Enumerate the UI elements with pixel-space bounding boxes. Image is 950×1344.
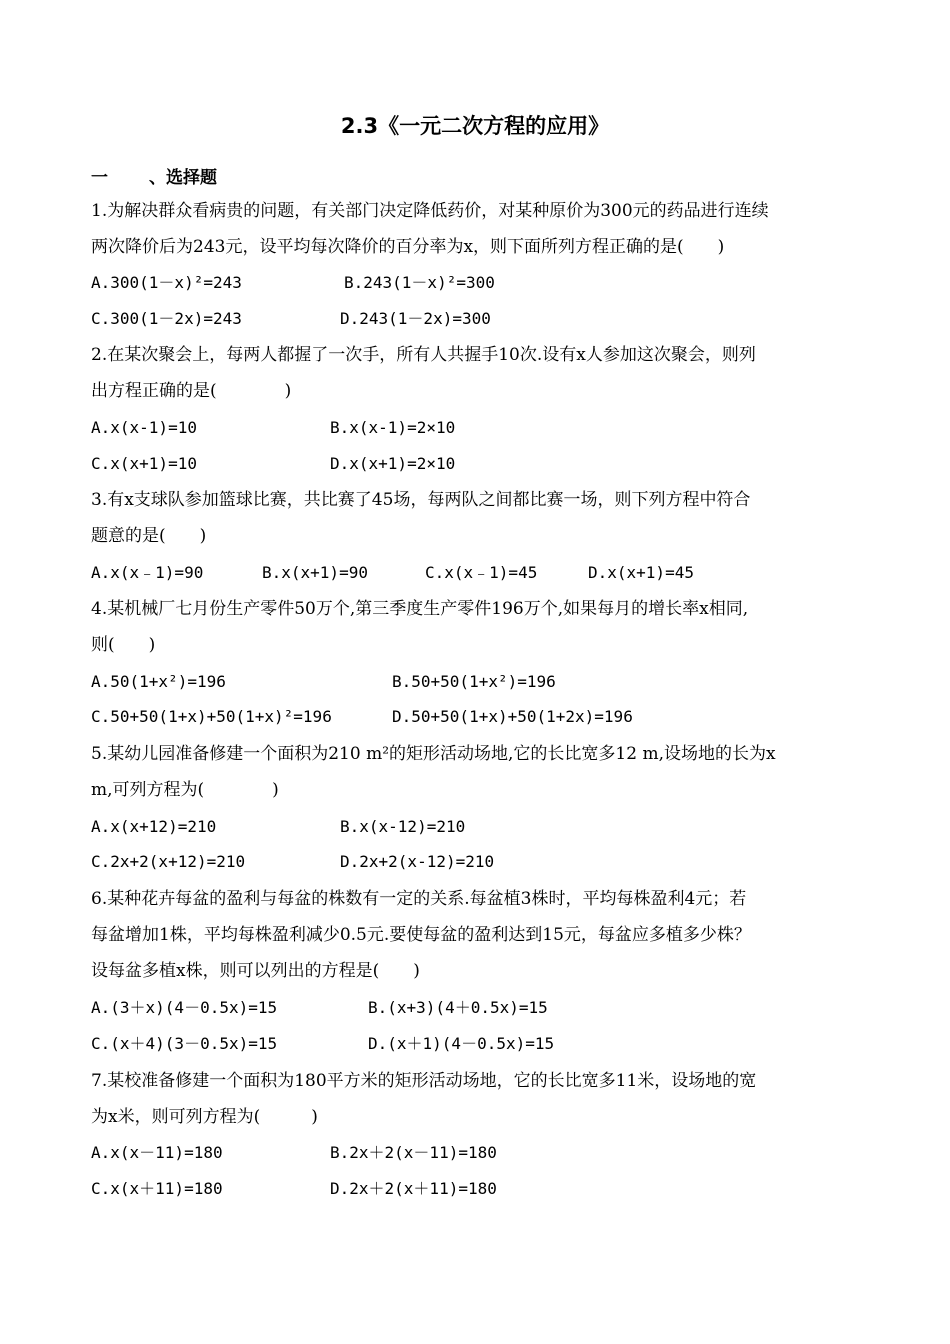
question-1-option-d: D.243(1－2x)=300 bbox=[340, 309, 491, 328]
question-7-option-a: A.x(x－11)=180 bbox=[91, 1143, 223, 1162]
question-7-line-2: 为x米，则可列方程为( ) bbox=[91, 1107, 318, 1127]
question-4-option-c: C.50+50(1+x)+50(1+x)²=196 bbox=[91, 707, 332, 726]
question-7-option-c: C.x(x＋11)=180 bbox=[91, 1179, 223, 1198]
question-1-option-c: C.300(1－2x)=243 bbox=[91, 309, 242, 328]
question-7-option-d: D.2x＋2(x＋11)=180 bbox=[330, 1179, 497, 1198]
page-title: 2.3《一元二次方程的应用》 bbox=[340, 114, 610, 138]
question-3-line-1: 3.有x支球队参加篮球比赛，共比赛了45场，每两队之间都比赛一场，则下列方程中符合 bbox=[91, 490, 751, 510]
question-6-line-3: 设每盆多植x株，则可以列出的方程是( ) bbox=[91, 961, 420, 981]
question-2-option-a: A.x(x-1)=10 bbox=[91, 418, 197, 437]
section-label: 、选择题 bbox=[149, 168, 217, 188]
question-6-option-c: C.(x＋4)(3－0.5x)=15 bbox=[91, 1034, 278, 1053]
question-2-option-b: B.x(x-1)=2×10 bbox=[330, 418, 456, 437]
question-3-option-d: D.x(x+1)=45 bbox=[588, 563, 694, 582]
question-7-line-1: 7.某校准备修建一个面积为180平方米的矩形活动场地，它的长比宽多11米，设场地的宽 bbox=[91, 1071, 757, 1091]
question-4-option-d: D.50+50(1+x)+50(1+2x)=196 bbox=[392, 707, 633, 726]
question-4-option-b: B.50+50(1+x²)=196 bbox=[392, 672, 556, 691]
question-4-option-a: A.50(1+x²)=196 bbox=[91, 672, 226, 691]
question-1-option-b: B.243(1－x)²=300 bbox=[344, 273, 495, 292]
question-2-line-1: 2.在某次聚会上，每两人都握了一次手，所有人共握手10次.设有x人参加这次聚会，则列 bbox=[91, 345, 756, 365]
question-6-line-1: 6.某种花卉每盆的盈利与每盆的株数有一定的关系.每盆植3株时，平均每株盈利4元；若 bbox=[91, 889, 747, 909]
question-2-option-c: C.x(x+1)=10 bbox=[91, 454, 197, 473]
question-7-option-b: B.2x＋2(x－11)=180 bbox=[330, 1143, 497, 1162]
question-3-option-b: B.x(x+1)=90 bbox=[262, 563, 368, 582]
question-6-option-d: D.(x＋1)(4－0.5x)=15 bbox=[368, 1034, 555, 1053]
question-5-line-2: m,可列方程为( ) bbox=[91, 780, 279, 800]
question-3-option-a: A.x(x﹣1)=90 bbox=[91, 563, 204, 582]
question-5-option-c: C.2x+2(x+12)=210 bbox=[91, 852, 246, 871]
question-5-option-b: B.x(x-12)=210 bbox=[340, 817, 466, 836]
question-6-option-a: A.(3＋x)(4－0.5x)=15 bbox=[91, 998, 278, 1017]
question-5-option-d: D.2x+2(x-12)=210 bbox=[340, 852, 495, 871]
question-1-option-a: A.300(1－x)²=243 bbox=[91, 273, 242, 292]
question-5-line-1: 5.某幼儿园准备修建一个面积为210 m²的矩形活动场地,它的长比宽多12 m,设场地的长为x bbox=[91, 744, 776, 764]
question-3-line-2: 题意的是( ) bbox=[91, 526, 207, 546]
question-4-line-1: 4.某机械厂七月份生产零件50万个,第三季度生产零件196万个,如果每月的增长率x相同, bbox=[91, 599, 749, 619]
question-5-option-a: A.x(x+12)=210 bbox=[91, 817, 217, 836]
question-4-line-2: 则( ) bbox=[91, 635, 156, 655]
question-2-line-2: 出方程正确的是( ) bbox=[91, 381, 292, 401]
question-6-option-b: B.(x+3)(4＋0.5x)=15 bbox=[368, 998, 548, 1017]
question-3-option-c: C.x(x﹣1)=45 bbox=[425, 563, 538, 582]
section-heading bbox=[91, 163, 217, 188]
question-2-option-d: D.x(x+1)=2×10 bbox=[330, 454, 456, 473]
question-1-line-1: 1.为解决群众看病贵的问题，有关部门决定降低药价，对某种原价为300元的药品进行连续 bbox=[91, 201, 769, 221]
question-1-line-2: 两次降价后为243元，设平均每次降价的百分率为x，则下面所列方程正确的是( ) bbox=[91, 237, 725, 257]
section-number: 一 bbox=[91, 168, 108, 188]
question-6-line-2: 每盆增加1株，平均每株盈利减少0.5元.要使每盆的盈利达到15元，每盆应多植多少株？ bbox=[91, 925, 751, 945]
